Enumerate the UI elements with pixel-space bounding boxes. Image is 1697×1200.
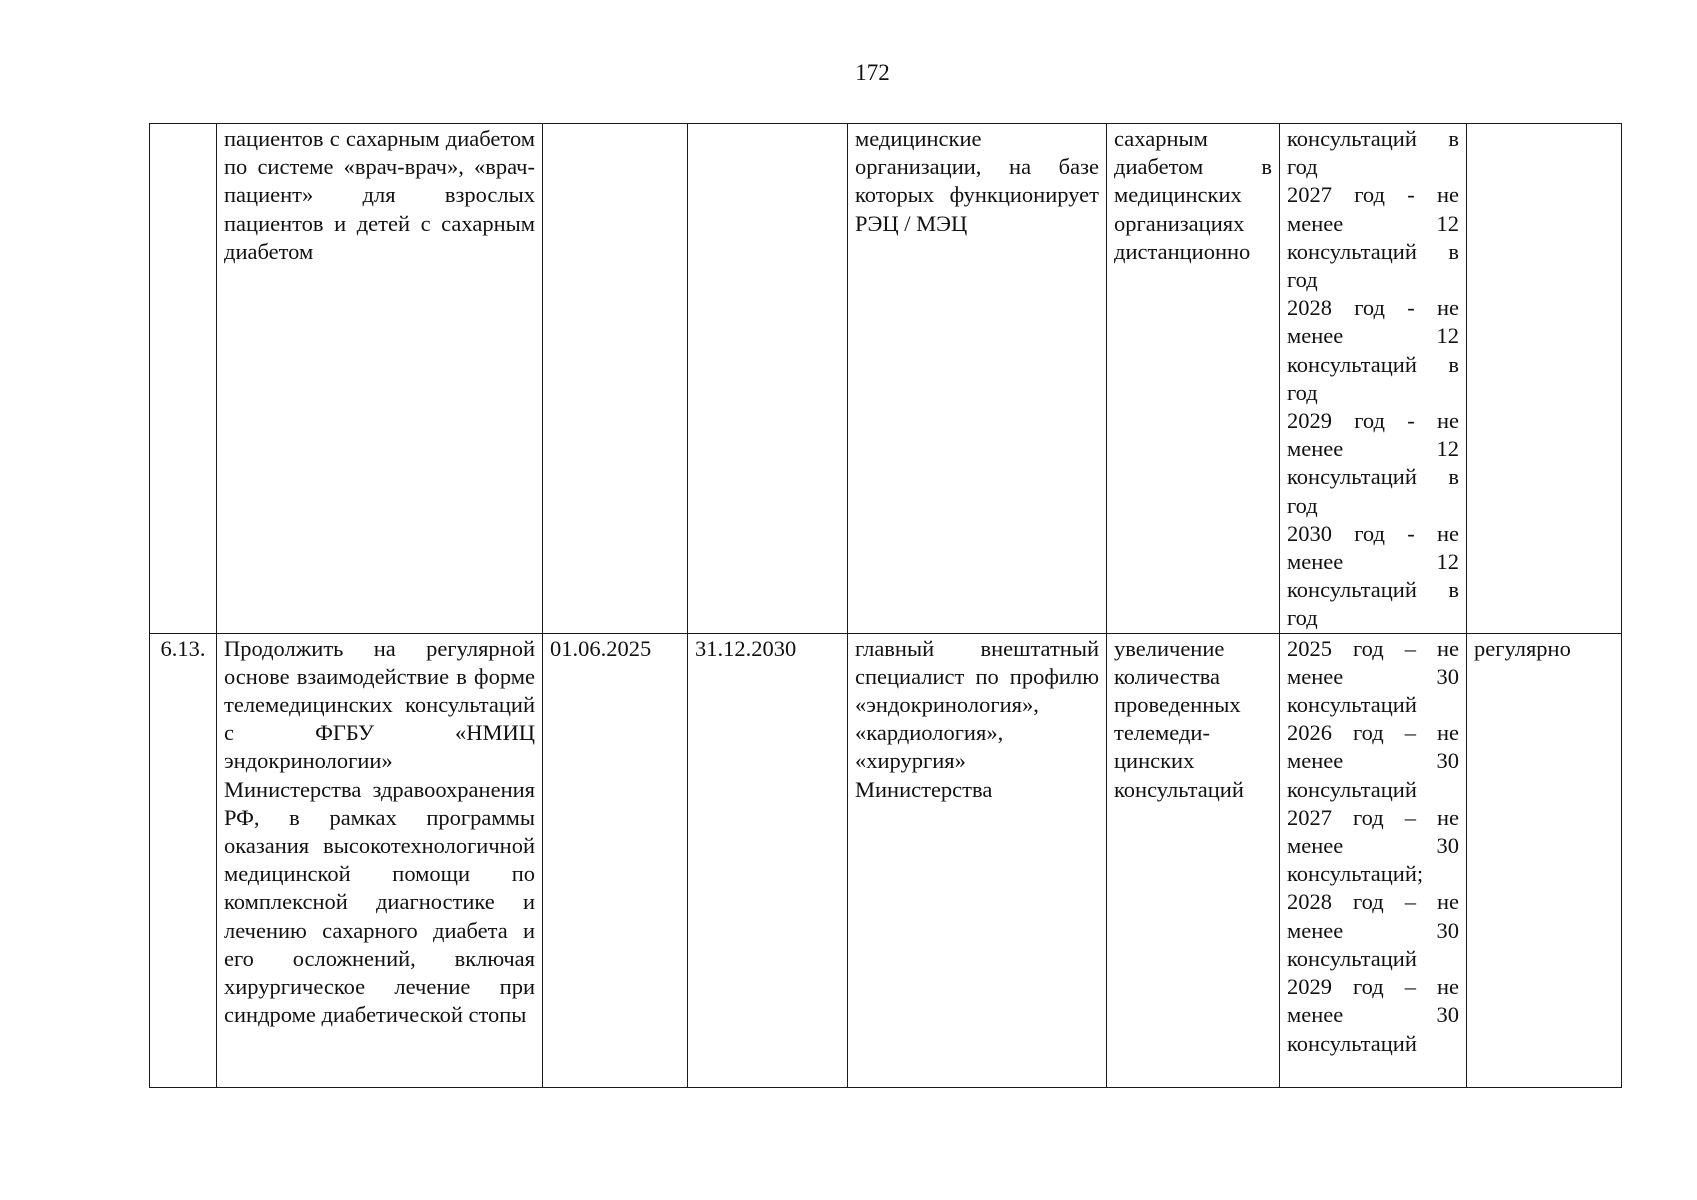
cell-number (150, 124, 217, 634)
measure-text: пациентов с сахарным диабетом по системе «врач-врач», «врач-пациент» для взрослых пациентов и детей с сахарным диабетом (224, 126, 535, 264)
responsible-text: медицинские организации, на базе которых функционирует РЭЦ / МЭЦ (855, 126, 1099, 236)
indicator-item: консультаций в год (1287, 126, 1459, 180)
end-date: 31.12.2030 (695, 635, 797, 661)
indicator-item: 2028 год - не менее 12 консультаций в год (1287, 295, 1459, 405)
cell-measure (217, 633, 543, 1087)
measure-text: Продолжить на регулярной основе взаимодействие в форме телемедицинских консультаций с ФГБУ «НМИЦ эндокринологии» Министерства здравоохранения РФ, в рамках программы оказания высокотехнологичной медицинской помощи по комплексной диагностике и лечению сахарного диабета и его осложнений, включая хирургическое лечение при синдроме диабетической стопы (224, 635, 535, 1028)
indicator-item: 2029 год - не менее 12 консультаций в год (1287, 408, 1459, 518)
cell-end-date (688, 633, 848, 1087)
page-number: 172 (855, 60, 890, 85)
cell-frequency (1467, 124, 1622, 634)
indicator-item: 2028 год – не менее 30 консультаций (1287, 889, 1459, 971)
cell-frequency (1467, 633, 1622, 1087)
table-row-continuation (150, 124, 1622, 634)
indicator-item: 2027 год - не менее 12 консультаций в год (1287, 182, 1459, 293)
indicator-item: 2025 год – не менее 30 консультаций (1287, 635, 1459, 718)
table-row-6-13 (150, 633, 1622, 1087)
indicator-item: 2029 год – не менее 30 консультаций (1287, 974, 1459, 1056)
cell-result (1107, 124, 1280, 634)
indicator-item: 2027 год – не менее 30 консультаций; (1287, 804, 1459, 887)
indicator-item: 2026 год – не менее 30 консультаций (1287, 720, 1459, 802)
indicator-item: 2030 год - не менее 12 консультаций в год (1287, 520, 1459, 631)
row-number: 6.13. (160, 635, 206, 661)
result-text: увеличение количества проведенных телемеди-цинских консультаций (1114, 635, 1244, 802)
result-text: сахарным диабетом в медицинских организациях дистанционно (1114, 126, 1272, 264)
cell-indicators (1280, 124, 1467, 634)
cell-number (150, 633, 217, 1087)
cell-indicators (1280, 633, 1467, 1087)
frequency-text: регулярно (1474, 635, 1571, 661)
measures-table (149, 123, 1622, 1088)
cell-end-date (688, 124, 848, 634)
cell-result (1107, 633, 1280, 1087)
cell-start-date (543, 124, 688, 634)
cell-measure (217, 124, 543, 634)
cell-responsible (848, 124, 1107, 634)
start-date: 01.06.2025 (550, 635, 652, 661)
responsible-text: главный внештатный специалист по профилю «эндокринология», «кардиология», «хирургия» Министерства (855, 635, 1099, 802)
cell-start-date (543, 633, 688, 1087)
cell-responsible (848, 633, 1107, 1087)
